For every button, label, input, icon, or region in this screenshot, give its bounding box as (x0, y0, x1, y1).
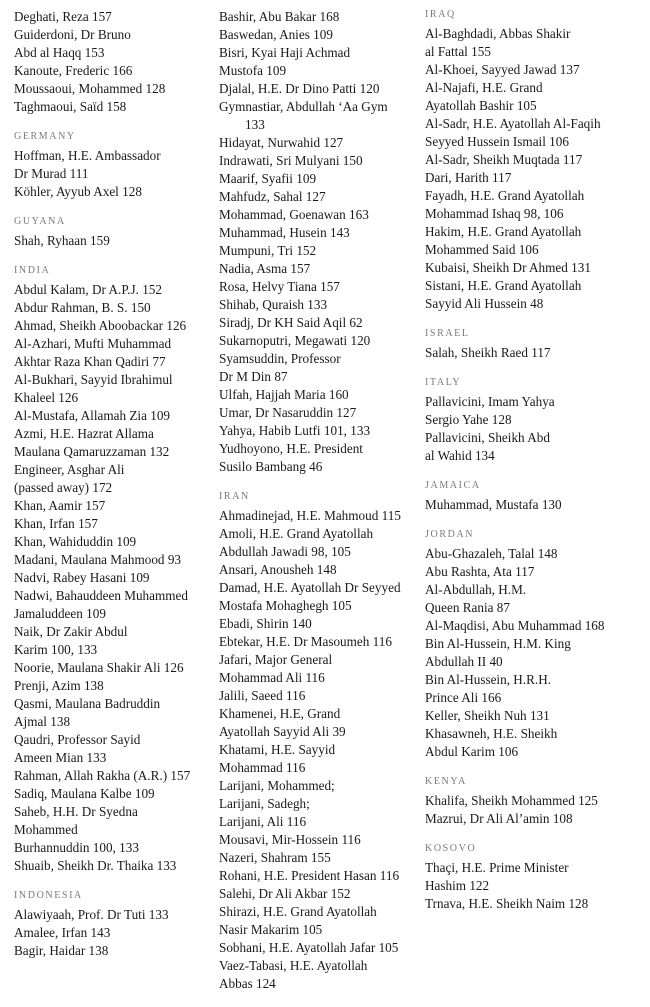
index-entry (219, 867, 409, 885)
index-entry-line: Abdullah Jawadi 98, 105 (219, 544, 351, 559)
index-entry-line: Rahman, Allah Rakha (A.R.) 157 (14, 768, 191, 783)
index-entry-line: Kubaisi, Sheikh Dr Ahmed 131 (425, 260, 591, 275)
index-entry-line: Syamsuddin, Professor (219, 351, 341, 366)
index-section (219, 490, 409, 993)
index-entry-line: Azmi, H.E. Hazrat Allama (14, 426, 154, 441)
index-entry (219, 422, 409, 440)
index-entry-line: Khalifa, Sheikh Mohammed 125 (425, 793, 598, 808)
index-entry (14, 695, 206, 731)
index-entry-line: Rohani, H.E. President Hasan 116 (219, 868, 400, 883)
index-entry (14, 785, 206, 803)
index-entry (425, 115, 640, 151)
index-entry (14, 857, 206, 875)
index-entry-line: Moussaoui, Mohammed 128 (14, 81, 166, 96)
index-entry-line: Madani, Maulana Mahmood 93 (14, 552, 182, 567)
index-entry (425, 581, 640, 617)
index-entry-line: Bashir, Abu Bakar 168 (219, 9, 340, 24)
index-entry-line: Sobhani, H.E. Ayatollah Jafar 105 (219, 940, 399, 955)
index-entry-line: Khan, Irfan 157 (14, 516, 98, 531)
index-entry (219, 705, 409, 741)
section-heading: KOSOVO (425, 843, 477, 854)
index-entry (14, 147, 206, 183)
index-entry (14, 906, 206, 924)
index-entry-line: Prenji, Azim 138 (14, 678, 104, 693)
index-entry (219, 777, 409, 831)
index-column-3 (425, 8, 640, 927)
index-entry (425, 563, 640, 581)
index-entry (14, 232, 206, 250)
index-entry (219, 134, 409, 152)
index-entry (219, 885, 409, 903)
index-section (14, 264, 206, 875)
index-entry-line: Indrawati, Sri Mulyani 150 (219, 153, 363, 168)
index-entry (14, 407, 206, 425)
index-entry-line: Pallavicini, Imam Yahya (425, 394, 555, 409)
index-entry (14, 183, 206, 201)
index-entry-line: Abbas 124 (219, 976, 276, 991)
index-section (425, 8, 640, 313)
index-entry (219, 152, 409, 170)
index-entry-line: Hoffman, H.E. Ambassador (14, 148, 161, 163)
index-entry-line: Mohammad Ishaq 98, 106 (425, 206, 564, 221)
index-entry-line: Bin Al-Hussein, H.M. King (425, 636, 571, 651)
section-heading: GERMANY (14, 131, 76, 142)
index-entry (425, 707, 640, 725)
index-entry-line: Khan, Aamir 157 (14, 498, 106, 513)
index-entry (14, 98, 206, 116)
index-entry-line: Trnava, H.E. Sheikh Naim 128 (425, 896, 589, 911)
index-entry (219, 741, 409, 777)
index-entry-line: Maulana Qamaruzzaman 132 (14, 444, 170, 459)
index-entry (14, 731, 206, 767)
index-entry-line: Abdur Rahman, B. S. 150 (14, 300, 151, 315)
index-entry (14, 533, 206, 551)
index-entry (219, 651, 409, 687)
index-entry (219, 296, 409, 314)
index-entry-line: Engineer, Asghar Ali (14, 462, 125, 477)
index-entry (14, 425, 206, 461)
index-entry-line: Ahmad, Sheikh Aboobackar 126 (14, 318, 187, 333)
index-entry-line: Damad, H.E. Ayatollah Dr Seyyed (219, 580, 401, 595)
index-entry-line: Yahya, Habib Lutfi 101, 133 (219, 423, 371, 438)
index-section (219, 8, 409, 476)
index-entry-line: Al-Azhari, Mufti Muhammad (14, 336, 172, 351)
index-entry (425, 895, 640, 913)
index-entry-line: Burhannuddin 100, 133 (14, 840, 139, 855)
index-entry-line: Mustofa 109 (219, 63, 287, 78)
index-entry (14, 515, 206, 533)
index-entry-line: Abdul Karim 106 (425, 744, 519, 759)
index-entry-line: Mohammad 116 (219, 760, 306, 775)
index-entry (14, 299, 206, 317)
index-entry-line: Nadwi, Bahauddeen Muhammed (14, 588, 188, 603)
section-heading: ITALY (425, 377, 462, 388)
index-entry-line: Mousavi, Mir-Hossein 116 (219, 832, 361, 847)
index-section (425, 376, 640, 465)
index-entry (219, 440, 409, 476)
index-entry (219, 507, 409, 525)
index-entry-line: Khamenei, H.E, Grand (219, 706, 341, 721)
index-entry (219, 687, 409, 705)
section-heading: IRAN (219, 491, 250, 502)
index-entry-line: Noorie, Maulana Shakir Ali 126 (14, 660, 184, 675)
index-entry (14, 924, 206, 942)
index-entry-line: Al-Abdullah, H.M. (425, 582, 527, 597)
index-entry-line: Mostafa Mohaghegh 105 (219, 598, 352, 613)
index-entry (14, 26, 206, 62)
index-entry (219, 404, 409, 422)
index-entry-line: Shihab, Quraish 133 (219, 297, 328, 312)
index-entry-line: Nasir Makarim 105 (219, 922, 323, 937)
index-entry-line: Queen Rania 87 (425, 600, 510, 615)
index-entry (14, 281, 206, 299)
index-entry-line: Al-Baghdadi, Abbas Shakir (425, 26, 571, 41)
index-entry (14, 569, 206, 587)
index-section (425, 479, 640, 514)
index-entry (14, 317, 206, 335)
index-entry-line: Ebtekar, H.E. Dr Masoumeh 116 (219, 634, 392, 649)
index-entry (425, 792, 640, 810)
index-entry-line: Larijani, Mohammed; (219, 778, 335, 793)
index-entry (425, 187, 640, 223)
index-section (425, 842, 640, 913)
index-entry-line: Sistani, H.E. Grand Ayatollah (425, 278, 582, 293)
index-entry-line: Prince Ali 166 (425, 690, 502, 705)
index-entry (219, 80, 409, 98)
index-entry-line: Khasawneh, H.E. Sheikh (425, 726, 558, 741)
index-entry-line: Al-Bukhari, Sayyid Ibrahimul (14, 372, 173, 387)
section-heading: JAMAICA (425, 480, 481, 491)
index-entry-line: Mahfudz, Sahal 127 (219, 189, 326, 204)
index-entry-line: Muhammad, Husein 143 (219, 225, 350, 240)
index-entry (425, 810, 640, 828)
index-entry-line: Khan, Wahiduddin 109 (14, 534, 137, 549)
index-entry (14, 551, 206, 569)
index-entry (14, 497, 206, 515)
index-entry (219, 278, 409, 296)
index-entry-line: Nadia, Asma 157 (219, 261, 311, 276)
index-section (425, 528, 640, 761)
index-entry (14, 8, 206, 26)
index-entry (219, 242, 409, 260)
index-entry (14, 659, 206, 677)
section-heading: GUYANA (14, 216, 66, 227)
index-entry-line: Abu Rashta, Ata 117 (425, 564, 535, 579)
index-entry (219, 224, 409, 242)
index-entry-line: Sayyid Ali Hussein 48 (425, 296, 544, 311)
index-entry-line: Al-Khoei, Sayyed Jawad 137 (425, 62, 580, 77)
index-entry-line: Mohammed Said 106 (425, 242, 539, 257)
index-entry-line: Larijani, Sadegh; (219, 796, 310, 811)
index-entry-line: Sukarnoputri, Megawati 120 (219, 333, 371, 348)
index-entry (219, 260, 409, 278)
index-section (425, 775, 640, 828)
index-entry-line: Nazeri, Shahram 155 (219, 850, 331, 865)
index-entry-line: Ulfah, Hajjah Maria 160 (219, 387, 349, 402)
section-heading: JORDAN (425, 529, 475, 540)
index-section (14, 215, 206, 250)
index-entry-line: Vaez-Tabasi, H.E. Ayatollah (219, 958, 368, 973)
index-entry-line: Maarif, Syafii 109 (219, 171, 317, 186)
index-entry-line: al Wahid 134 (425, 448, 495, 463)
index-entry (425, 859, 640, 895)
index-entry-line: Susilo Bambang 46 (219, 459, 323, 474)
index-entry-line: Dr M Din 87 (219, 369, 288, 384)
index-entry-line: Qasmi, Maulana Badruddin (14, 696, 161, 711)
index-entry (14, 767, 206, 785)
index-entry-line: Thaçi, H.E. Prime Minister (425, 860, 569, 875)
index-entry-line: Jafari, Major General (219, 652, 333, 667)
index-entry (425, 25, 640, 61)
index-entry-line: Ansari, Anousheh 148 (219, 562, 337, 577)
index-entry (219, 525, 409, 561)
index-entry (219, 26, 409, 44)
index-entry-line: Salah, Sheikh Raed 117 (425, 345, 551, 360)
index-entry-line: Mazrui, Dr Ali Al’amin 108 (425, 811, 573, 826)
index-entry-line: Deghati, Reza 157 (14, 9, 112, 24)
index-entry-line: Taghmaoui, Saïd 158 (14, 99, 127, 114)
index-entry-line: Sergio Yahe 128 (425, 412, 512, 427)
section-heading: KENYA (425, 776, 467, 787)
index-entry-line: Karim 100, 133 (14, 642, 98, 657)
index-entry-line: Umar, Dr Nasaruddin 127 (219, 405, 357, 420)
index-entry (14, 335, 206, 371)
index-entry (219, 98, 409, 134)
index-entry-line: Abdul Kalam, Dr A.P.J. 152 (14, 282, 162, 297)
index-entry (425, 635, 640, 671)
index-entry-line: Mohammad Ali 116 (219, 670, 325, 685)
index-entry-line: Guiderdoni, Dr Bruno (14, 27, 131, 42)
index-entry (14, 623, 206, 659)
index-entry-line: Al-Mustafa, Allamah Zia 109 (14, 408, 171, 423)
index-entry (219, 8, 409, 26)
index-entry (425, 277, 640, 313)
index-entry-line: Hakim, H.E. Grand Ayatollah (425, 224, 582, 239)
index-entry (219, 831, 409, 849)
index-entry-line: Ayatollah Sayyid Ali 39 (219, 724, 346, 739)
index-entry-line: Amoli, H.E. Grand Ayatollah (219, 526, 374, 541)
index-entry-line: Kanoute, Frederic 166 (14, 63, 133, 78)
index-entry (219, 314, 409, 332)
index-entry-line: Al-Najafi, H.E. Grand (425, 80, 543, 95)
index-entry-line: Jamaluddeen 109 (14, 606, 106, 621)
index-entry (219, 579, 409, 615)
index-entry (219, 939, 409, 957)
index-entry-line: Abdullah II 40 (425, 654, 503, 669)
index-entry (14, 942, 206, 960)
index-entry-line: Ameen Mian 133 (14, 750, 107, 765)
index-entry (219, 332, 409, 350)
index-entry-line: Qaudri, Professor Sayid (14, 732, 141, 747)
index-entry-line: Ahmadinejad, H.E. Mahmoud 115 (219, 508, 401, 523)
index-entry-line: Ebadi, Shirin 140 (219, 616, 312, 631)
index-entry (425, 223, 640, 259)
index-entry-line: Khatami, H.E. Sayyid (219, 742, 336, 757)
index-entry-line: (passed away) 172 (14, 480, 113, 495)
index-entry (425, 393, 640, 429)
index-entry-line: Salehi, Dr Ali Akbar 152 (219, 886, 351, 901)
index-entry-line: Siradj, Dr KH Said Aqil 62 (219, 315, 363, 330)
index-entry-line: Al-Maqdisi, Abu Muhammad 168 (425, 618, 605, 633)
index-entry (14, 587, 206, 623)
index-entry-line: Shuaib, Sheikh Dr. Thaika 133 (14, 858, 177, 873)
index-entry-line: Al-Sadr, Sheikh Muqtada 117 (425, 152, 583, 167)
index-entry-line: Al-Sadr, H.E. Ayatollah Al-Faqih (425, 116, 601, 131)
index-entry-line: Rosa, Helvy Tiana 157 (219, 279, 340, 294)
index-entry (219, 350, 409, 386)
index-entry (219, 849, 409, 867)
index-entry (425, 151, 640, 169)
index-entry (14, 80, 206, 98)
index-entry-line: Amalee, Irfan 143 (14, 925, 111, 940)
index-section (14, 8, 206, 116)
index-entry (14, 803, 206, 857)
index-entry-line: Shirazi, H.E. Grand Ayatollah (219, 904, 377, 919)
section-heading: INDIA (14, 265, 51, 276)
index-entry-line: Jalili, Saeed 116 (219, 688, 306, 703)
index-entry (14, 371, 206, 407)
index-section (14, 130, 206, 201)
index-entry (425, 61, 640, 79)
index-entry-line: Bin Al-Hussein, H.R.H. (425, 672, 552, 687)
index-entry-line: Naik, Dr Zakir Abdul (14, 624, 128, 639)
index-entry-line: Dr Murad 111 (14, 166, 89, 181)
index-entry (425, 617, 640, 635)
index-entry (425, 259, 640, 277)
index-entry-line: Hidayat, Nurwahid 127 (219, 135, 344, 150)
index-entry-line: Saheb, H.H. Dr Syedna (14, 804, 138, 819)
index-section (14, 889, 206, 960)
index-column-1 (14, 8, 206, 974)
index-entry-line: Khaleel 126 (14, 390, 79, 405)
index-entry-line: Muhammad, Mustafa 130 (425, 497, 562, 512)
index-entry (219, 903, 409, 939)
index-entry-line: Alawiyaah, Prof. Dr Tuti 133 (14, 907, 169, 922)
index-entry-line: Mohammed (14, 822, 78, 837)
index-entry (219, 957, 409, 993)
index-entry-line: Akhtar Raza Khan Qadiri 77 (14, 354, 166, 369)
index-entry-line: Pallavicini, Sheikh Abd (425, 430, 550, 445)
index-column-2 (219, 8, 409, 1007)
index-entry-line: Hashim 122 (425, 878, 490, 893)
index-entry (219, 633, 409, 651)
section-heading: INDONESIA (14, 890, 83, 901)
index-entry (425, 725, 640, 761)
index-entry-line: Djalal, H.E. Dr Dino Patti 120 (219, 81, 380, 96)
index-entry (425, 344, 640, 362)
index-entry (14, 677, 206, 695)
index-entry (425, 671, 640, 707)
index-entry-line: Seyyed Hussein Ismail 106 (425, 134, 569, 149)
section-heading: IRAQ (425, 9, 456, 20)
index-entry (219, 561, 409, 579)
index-entry (219, 44, 409, 80)
index-entry-line: Köhler, Ayyub Axel 128 (14, 184, 142, 199)
section-heading: ISRAEL (425, 328, 470, 339)
index-entry-line: Keller, Sheikh Nuh 131 (425, 708, 550, 723)
index-entry-line: Larijani, Ali 116 (219, 814, 307, 829)
index-entry-line: al Fattal 155 (425, 44, 491, 59)
index-entry-line: Sadiq, Maulana Kalbe 109 (14, 786, 155, 801)
index-entry-line: Ayatollah Bashir 105 (425, 98, 537, 113)
index-entry-line: Bisri, Kyai Haji Achmad (219, 45, 351, 60)
index-entry-line: Mumpuni, Tri 152 (219, 243, 317, 258)
index-entry-line: Abu-Ghazaleh, Talal 148 (425, 546, 558, 561)
index-entry-line: Gymnastiar, Abdullah ‘Aa Gym 133 (219, 99, 388, 132)
index-entry (425, 429, 640, 465)
index-entry (14, 461, 206, 497)
index-entry (14, 62, 206, 80)
index-entry (219, 615, 409, 633)
index-entry (219, 206, 409, 224)
index-entry-line: Baswedan, Anies 109 (219, 27, 333, 42)
index-entry (425, 545, 640, 563)
index-entry-line: Mohammad, Goenawan 163 (219, 207, 369, 222)
index-entry-line: Yudhoyono, H.E. President (219, 441, 363, 456)
index-entry-line: Ajmal 138 (14, 714, 71, 729)
index-entry (425, 496, 640, 514)
index-entry-line: Shah, Ryhaan 159 (14, 233, 110, 248)
index-entry (219, 170, 409, 188)
index-entry (425, 169, 640, 187)
index-entry (219, 188, 409, 206)
index-entry-line: Nadvi, Rabey Hasani 109 (14, 570, 150, 585)
index-entry-line: Fayadh, H.E. Grand Ayatollah (425, 188, 585, 203)
index-entry (219, 386, 409, 404)
index-section (425, 327, 640, 362)
index-entry-line: Abd al Haqq 153 (14, 45, 105, 60)
index-entry-line: Dari, Harith 117 (425, 170, 512, 185)
index-entry-line: Bagir, Haidar 138 (14, 943, 109, 958)
index-entry (425, 79, 640, 115)
